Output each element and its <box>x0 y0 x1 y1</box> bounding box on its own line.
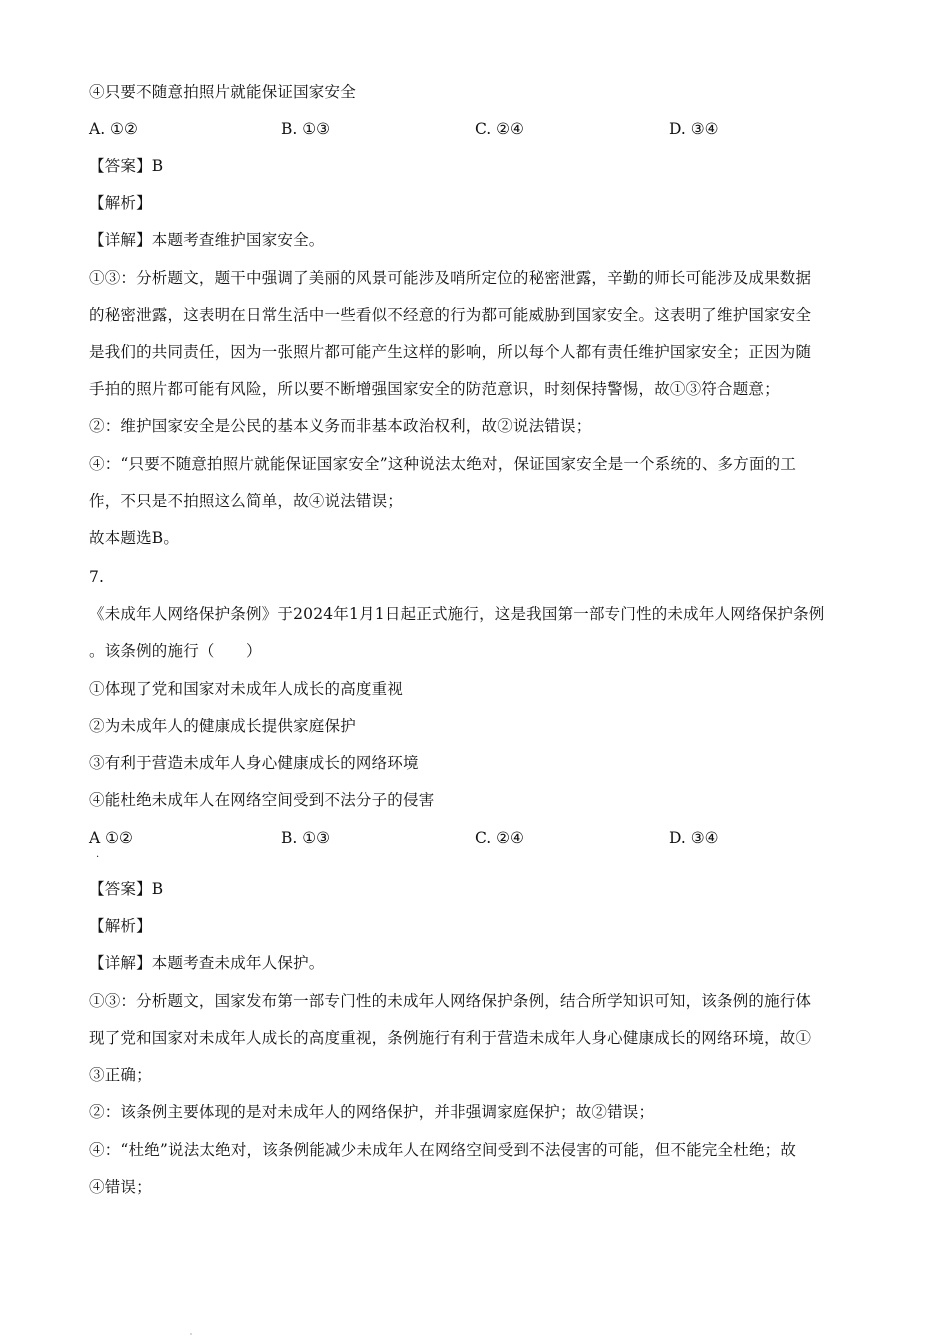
q7-analysis-label: 【解析】 <box>89 917 152 935</box>
q7-statement-2: ②为未成年人的健康成长提供家庭保护 <box>89 717 356 735</box>
q6-answer: 【答案】B <box>89 157 164 175</box>
q6-option-b: B. ①③ <box>281 120 331 138</box>
q7-statement-1: ①体现了党和国家对未成年人成长的高度重视 <box>89 680 404 698</box>
q7-detail-line: ②：该条例主要体现的是对未成年人的网络保护，并非强调家庭保护；故②错误； <box>89 1103 655 1121</box>
q7-option-d: D. ③④ <box>669 829 719 847</box>
q6-detail-line: 手拍的照片都可能有风险，所以要不断增强国家安全的防范意识，时刻保持警惕，故①③符合题意； <box>89 380 780 398</box>
q6-detail-line: ④：“只要不随意拍照片就能保证国家安全”这种说法太绝对，保证国家安全是一个系统的、多方面的工 <box>89 455 797 473</box>
q6-option-a: A. ①② <box>89 120 138 138</box>
q6-detail-line: 是我们的共同责任，因为一张照片都可能产生这样的影响，所以每个人都有责任维护国家安全；正因为随 <box>89 343 812 361</box>
q6-conclusion: 故本题选B。 <box>89 529 180 547</box>
q6-detail-line: ②：维护国家安全是公民的基本义务而非基本政治权利，故②说法错误； <box>89 417 592 435</box>
q7-option-c: C. ②④ <box>475 829 524 847</box>
q7-stem-line: 。该条例的施行（ ） <box>89 642 262 660</box>
q7-option-a: A ①② <box>89 829 133 847</box>
q7-number: 7. <box>89 568 105 586</box>
q7-statement-4: ④能杜绝未成年人在网络空间受到不法分子的侵害 <box>89 791 435 809</box>
q6-option-d: D. ③④ <box>669 120 719 138</box>
q6-detail-line: 作，不只是不拍照这么简单，故④说法错误； <box>89 492 404 510</box>
q6-detail-line: ①③：分析题文，题干中强调了美丽的风景可能涉及哨所定位的秘密泄露，辛勤的师长可能涉及成果数据 <box>89 269 812 287</box>
page-speck <box>190 1333 192 1335</box>
q7-detail-line: 【详解】本题考查未成年人保护。 <box>89 954 325 972</box>
q7-detail-line: ①③：分析题文，国家发布第一部专门性的未成年人网络保护条例，结合所学知识可知，该条例的施行体 <box>89 992 812 1010</box>
q7-stem-line: 《未成年人网络保护条例》于2024年1月1日起正式施行，这是我国第一部专门性的未成年人网络保护条例 <box>89 605 825 623</box>
q6-option-c: C. ②④ <box>475 120 524 138</box>
q7-detail-line: ④错误； <box>89 1178 152 1196</box>
q6-detail-line: 【详解】本题考查维护国家安全。 <box>89 231 325 249</box>
q7-detail-line: ④：“杜绝”说法太绝对，该条例能减少未成年人在网络空间受到不法侵害的可能，但不能完全杜绝；故 <box>89 1141 797 1159</box>
q6-statement-4: ④只要不随意拍照片就能保证国家安全 <box>89 83 356 101</box>
q7-option-b: B. ①③ <box>281 829 331 847</box>
q7-answer: 【答案】B <box>89 880 164 898</box>
q6-detail-line: 的秘密泄露，这表明在日常生活中一些看似不经意的行为都可能威胁到国家安全。这表明了维护国家安全 <box>89 306 812 324</box>
q7-detail-line: ③正确； <box>89 1066 152 1084</box>
q6-analysis-label: 【解析】 <box>89 194 152 212</box>
q7-statement-3: ③有利于营造未成年人身心健康成长的网络环境 <box>89 754 419 772</box>
q7-detail-line: 现了党和国家对未成年人成长的高度重视，条例施行有利于营造未成年人身心健康成长的网络环境，故① <box>89 1029 812 1047</box>
q7-option-a-dot: . <box>96 849 100 860</box>
